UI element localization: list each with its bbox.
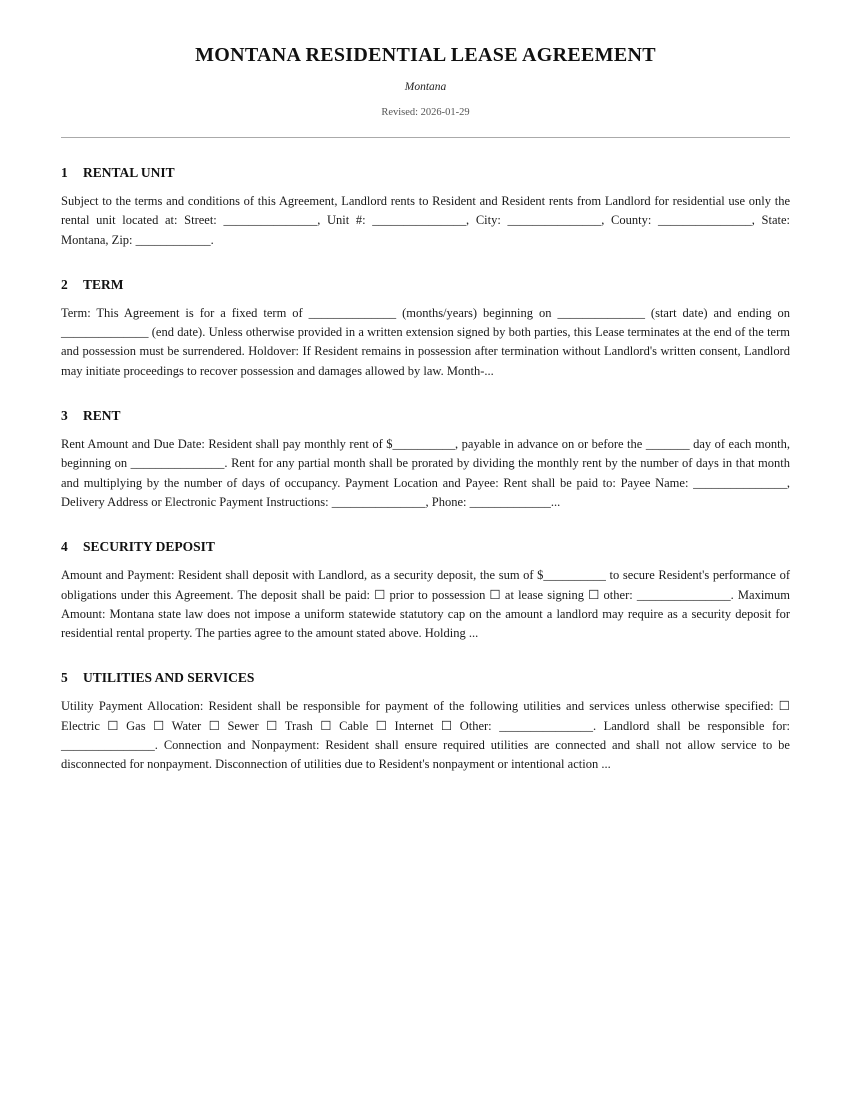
section-title: UTILITIES AND SERVICES: [83, 670, 255, 686]
section-title: RENTAL UNIT: [83, 165, 175, 180]
section-title: RENT: [83, 408, 121, 424]
section-security-deposit: [61, 539, 790, 643]
section-body-utilities: Utility Payment Allocation: Resident shall be responsible for payment of the following utilities and services unless otherwise specified: ☐ Electric ☐ Gas ☐ Water ☐ Sewer ☐ Trash ☐ Cable ☐ Internet ☐ Other: _______________. Landlord shall be responsible for: _______________. Connection and Nonpayment: Resident shall ensure required utilities are connected and shall not allow service to be disconnected for nonpayment. Disconnection of utilities due to Resident's nonpayment or intentional action ...: [61, 699, 790, 772]
header-divider: [61, 137, 790, 138]
section-heading-utilities: [61, 670, 790, 686]
section-rental-unit: [61, 165, 790, 250]
section-number: 5: [61, 670, 68, 686]
section-number: 3: [61, 408, 68, 424]
document-header: [61, 44, 790, 118]
section-heading-term: [61, 277, 790, 293]
document-title: MONTANA RESIDENTIAL LEASE AGREEMENT: [195, 44, 656, 66]
section-heading-security-deposit: [61, 539, 790, 555]
section-body-term: Term: This Agreement is for a fixed term of ______________ (months/years) beginning on ______________ (start date) and ending on ______________ (end date). Unless otherwise provided in a written extension signed by both parties, this Lease terminates at the end of the term and possession must be surrendered. Holdover: If Resident remains in possession after termination without Landlord's written consent, Landlord may initiate proceedings to recover possession and damages allowed by law. Month-...: [61, 305, 790, 378]
section-body-security-deposit: Amount and Payment: Resident shall deposit with Landlord, as a security deposit, the sum of $__________ to secure Resident's performance of obligations under this Agreement. The deposit shall be paid: ☐ prior to possession ☐ at lease signing ☐ other: _______________. Maximum Amount: Montana state law does not impose a uniform statewide statutory cap on the amount a landlord may require as a security deposit for residential rental property. The parties agree to the amount stated above. Holding ...: [61, 568, 790, 641]
section-heading-rent: [61, 408, 790, 424]
section-body-rent: Rent Amount and Due Date: Resident shall pay monthly rent of $__________, payable in advance on or before the _______ day of each month, beginning on _______________. Rent for any partial month shall be prorated by dividing the monthly rent by the number of days in that month and multiplying by the number of days of occupancy. Payment Location and Payee: Rent shall be paid to: Payee Name: _______________, Delivery Address or Electronic Payment Instructions: _______________, Phone: _____________...: [61, 437, 790, 509]
section-rent: [61, 408, 790, 512]
section-term: [61, 277, 790, 381]
section-utilities-and-services: [61, 670, 790, 774]
section-number: 1: [61, 165, 68, 180]
section-number: 4: [61, 539, 68, 555]
revision-date: Revised: 2026-01-29: [381, 107, 470, 118]
section-body-rental-unit: Subject to the terms and conditions of this Agreement, Landlord rents to Resident and Resident rents from Landlord for residential use only the rental unit located at: Street: _______________, Unit #: _______________, City: _______________, County: _______________, State: Montana, Zip: ____________.: [61, 194, 790, 247]
section-heading-rental-unit: [61, 165, 790, 181]
section-number: 2: [61, 276, 68, 292]
section-title: SECURITY DEPOSIT: [83, 539, 215, 555]
section-title: TERM: [83, 276, 124, 292]
document-subtitle: Montana: [404, 81, 447, 93]
